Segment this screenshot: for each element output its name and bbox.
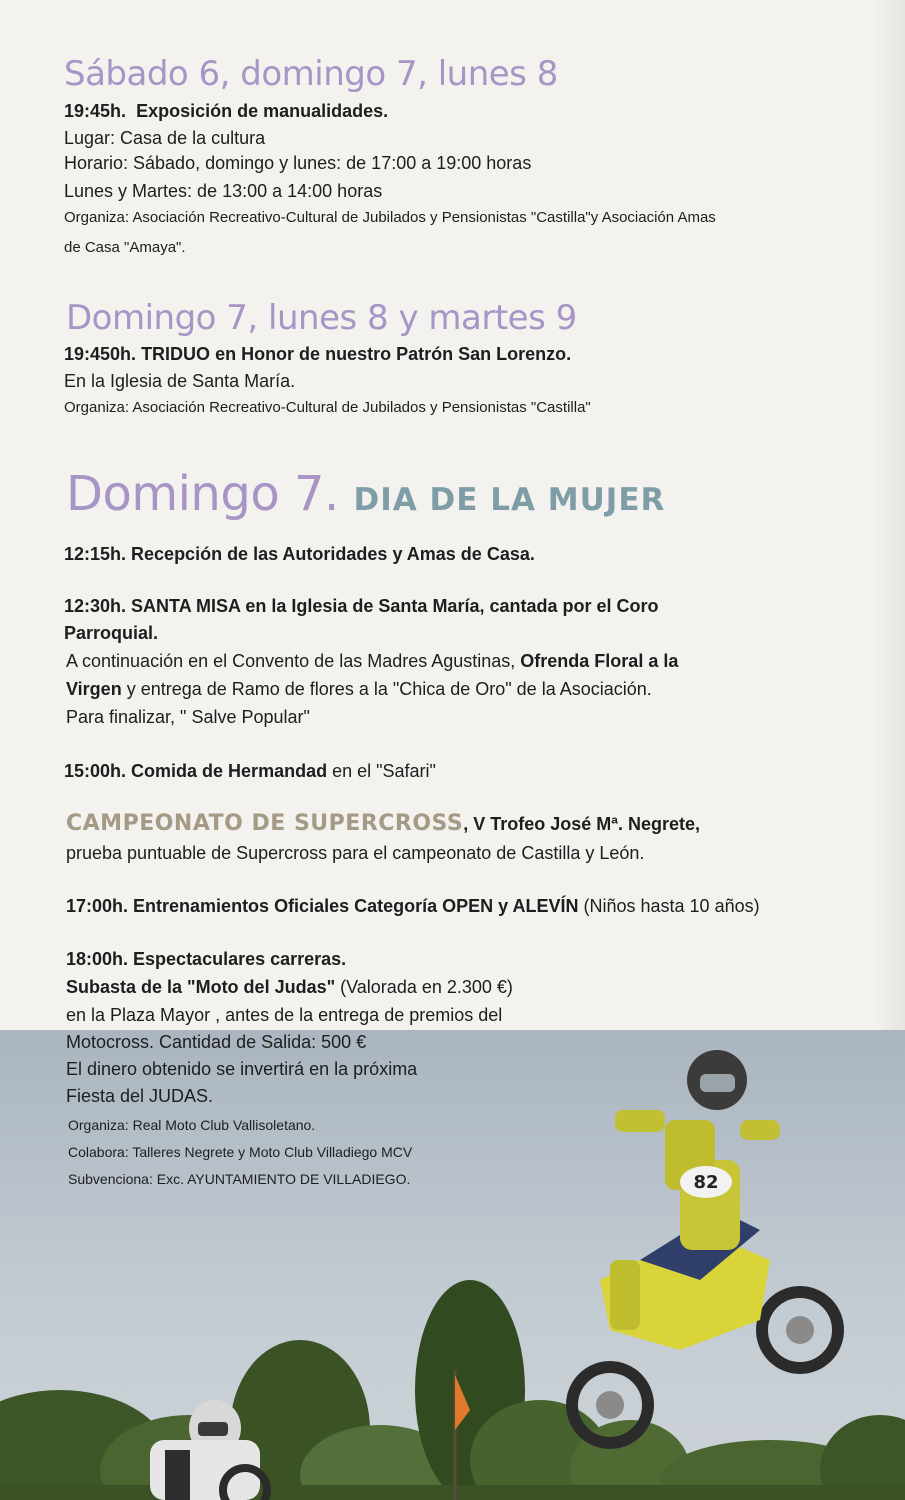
page-spine-shadow <box>875 0 905 1030</box>
section3-subheading: DIA DE LA MUJER <box>353 482 666 518</box>
section1-event-name: Exposición de manualidades. <box>136 101 389 121</box>
supercross-auction3: Motocross. Cantidad de Salida: 500 € <box>66 1032 367 1052</box>
supercross-title-rest: , V Trofeo José Mª. Negrete, <box>463 814 700 834</box>
ofrenda-floral: Ofrenda Floral a la <box>520 651 679 671</box>
supercross-colab: Colabora: Talleres Negrete y Moto Club Villadiego MCV <box>68 1144 413 1160</box>
virgen: Virgen <box>66 679 122 699</box>
section2-time: 19:450h. <box>64 344 137 364</box>
section2-event-rest: en Honor de nuestro Patrón San Lorenzo. <box>210 344 572 364</box>
desc1-text: A continuación en el Convento de las Madres Agustinas, <box>66 651 521 671</box>
supercross-org: Organiza: Real Moto Club Vallisoletano. <box>68 1117 316 1133</box>
section3-item3 <box>64 760 436 782</box>
supercross-desc: prueba puntuable de Supercross para el campeonato de Castilla y León. <box>66 843 645 863</box>
section3-heading <box>66 466 665 522</box>
auction-rest: (Valorada en 2.300 €) <box>335 977 513 997</box>
supercross-title: CAMPEONATO DE SUPERCROSS <box>66 811 464 836</box>
supercross-training <box>66 895 760 917</box>
section1-heading: Sábado 6, domingo 7, lunes 8 <box>64 54 558 94</box>
desc2-text: y entrega de Ramo de flores a la "Chica de Oro" de la Asociación. <box>121 679 652 699</box>
comida-hermandad: 15:00h. Comida de Hermandad <box>64 761 328 781</box>
section1-organizer-line2: de Casa "Amaya". <box>64 239 186 256</box>
rider-number: 82 <box>693 1172 719 1193</box>
supercross-auction2: en la Plaza Mayor , antes de la entrega de premios del <box>66 1005 503 1025</box>
section3-item1: 12:15h. Recepción de las Autoridades y Amas de Casa. <box>64 544 535 564</box>
supercross-races: 18:00h. Espectaculares carreras. <box>66 949 347 969</box>
section3-day: Domingo 7. <box>66 466 339 522</box>
section3-item2-desc1 <box>66 650 678 672</box>
safari: en el "Safari" <box>327 761 436 781</box>
supercross-subv: Subvenciona: Exc. AYUNTAMIENTO DE VILLADIEGO. <box>68 1171 411 1187</box>
supercross-title-line <box>66 810 700 838</box>
training-bold: 17:00h. Entrenamientos Oficiales Categoría OPEN y ALEVÍN <box>66 896 579 916</box>
supercross-auction <box>66 976 513 998</box>
section3-item2-line1: 12:30h. SANTA MISA en la Iglesia de Santa María, cantada por el Coro <box>64 596 659 616</box>
section1-schedule1: Horario: Sábado, domingo y lunes: de 17:00 a 19:00 horas <box>64 153 532 173</box>
section2-place: En la Iglesia de Santa María. <box>64 371 296 391</box>
section2-heading: Domingo 7, lunes 8 y martes 9 <box>66 298 577 338</box>
section1-place: Lugar: Casa de la cultura <box>64 128 266 148</box>
section1-schedule2: Lunes y Martes: de 13:00 a 14:00 horas <box>64 181 383 201</box>
auction-bold: Subasta de la "Moto del Judas" <box>66 977 336 997</box>
section2-organizer: Organiza: Asociación Recreativo-Cultural de Jubilados y Pensionistas "Castilla" <box>64 399 591 416</box>
section2-triduo: TRIDUO <box>141 344 211 364</box>
supercross-auction4: El dinero obtenido se invertirá en la próxima <box>66 1059 418 1079</box>
section1-time: 19:45h. <box>64 101 127 121</box>
supercross-auction5: Fiesta del JUDAS. <box>66 1086 214 1106</box>
section3-item2-line2: Parroquial. <box>64 623 159 643</box>
training-rest: (Niños hasta 10 años) <box>578 896 760 916</box>
section2-event <box>64 343 571 365</box>
section1-event <box>64 100 388 122</box>
section3-item2-desc2 <box>66 678 652 700</box>
section3-item2-desc3: Para finalizar, " Salve Popular" <box>66 707 310 727</box>
section1-organizer-line1: Organiza: Asociación Recreativo-Cultural de Jubilados y Pensionistas "Castilla"y Asociación Amas <box>64 209 716 226</box>
